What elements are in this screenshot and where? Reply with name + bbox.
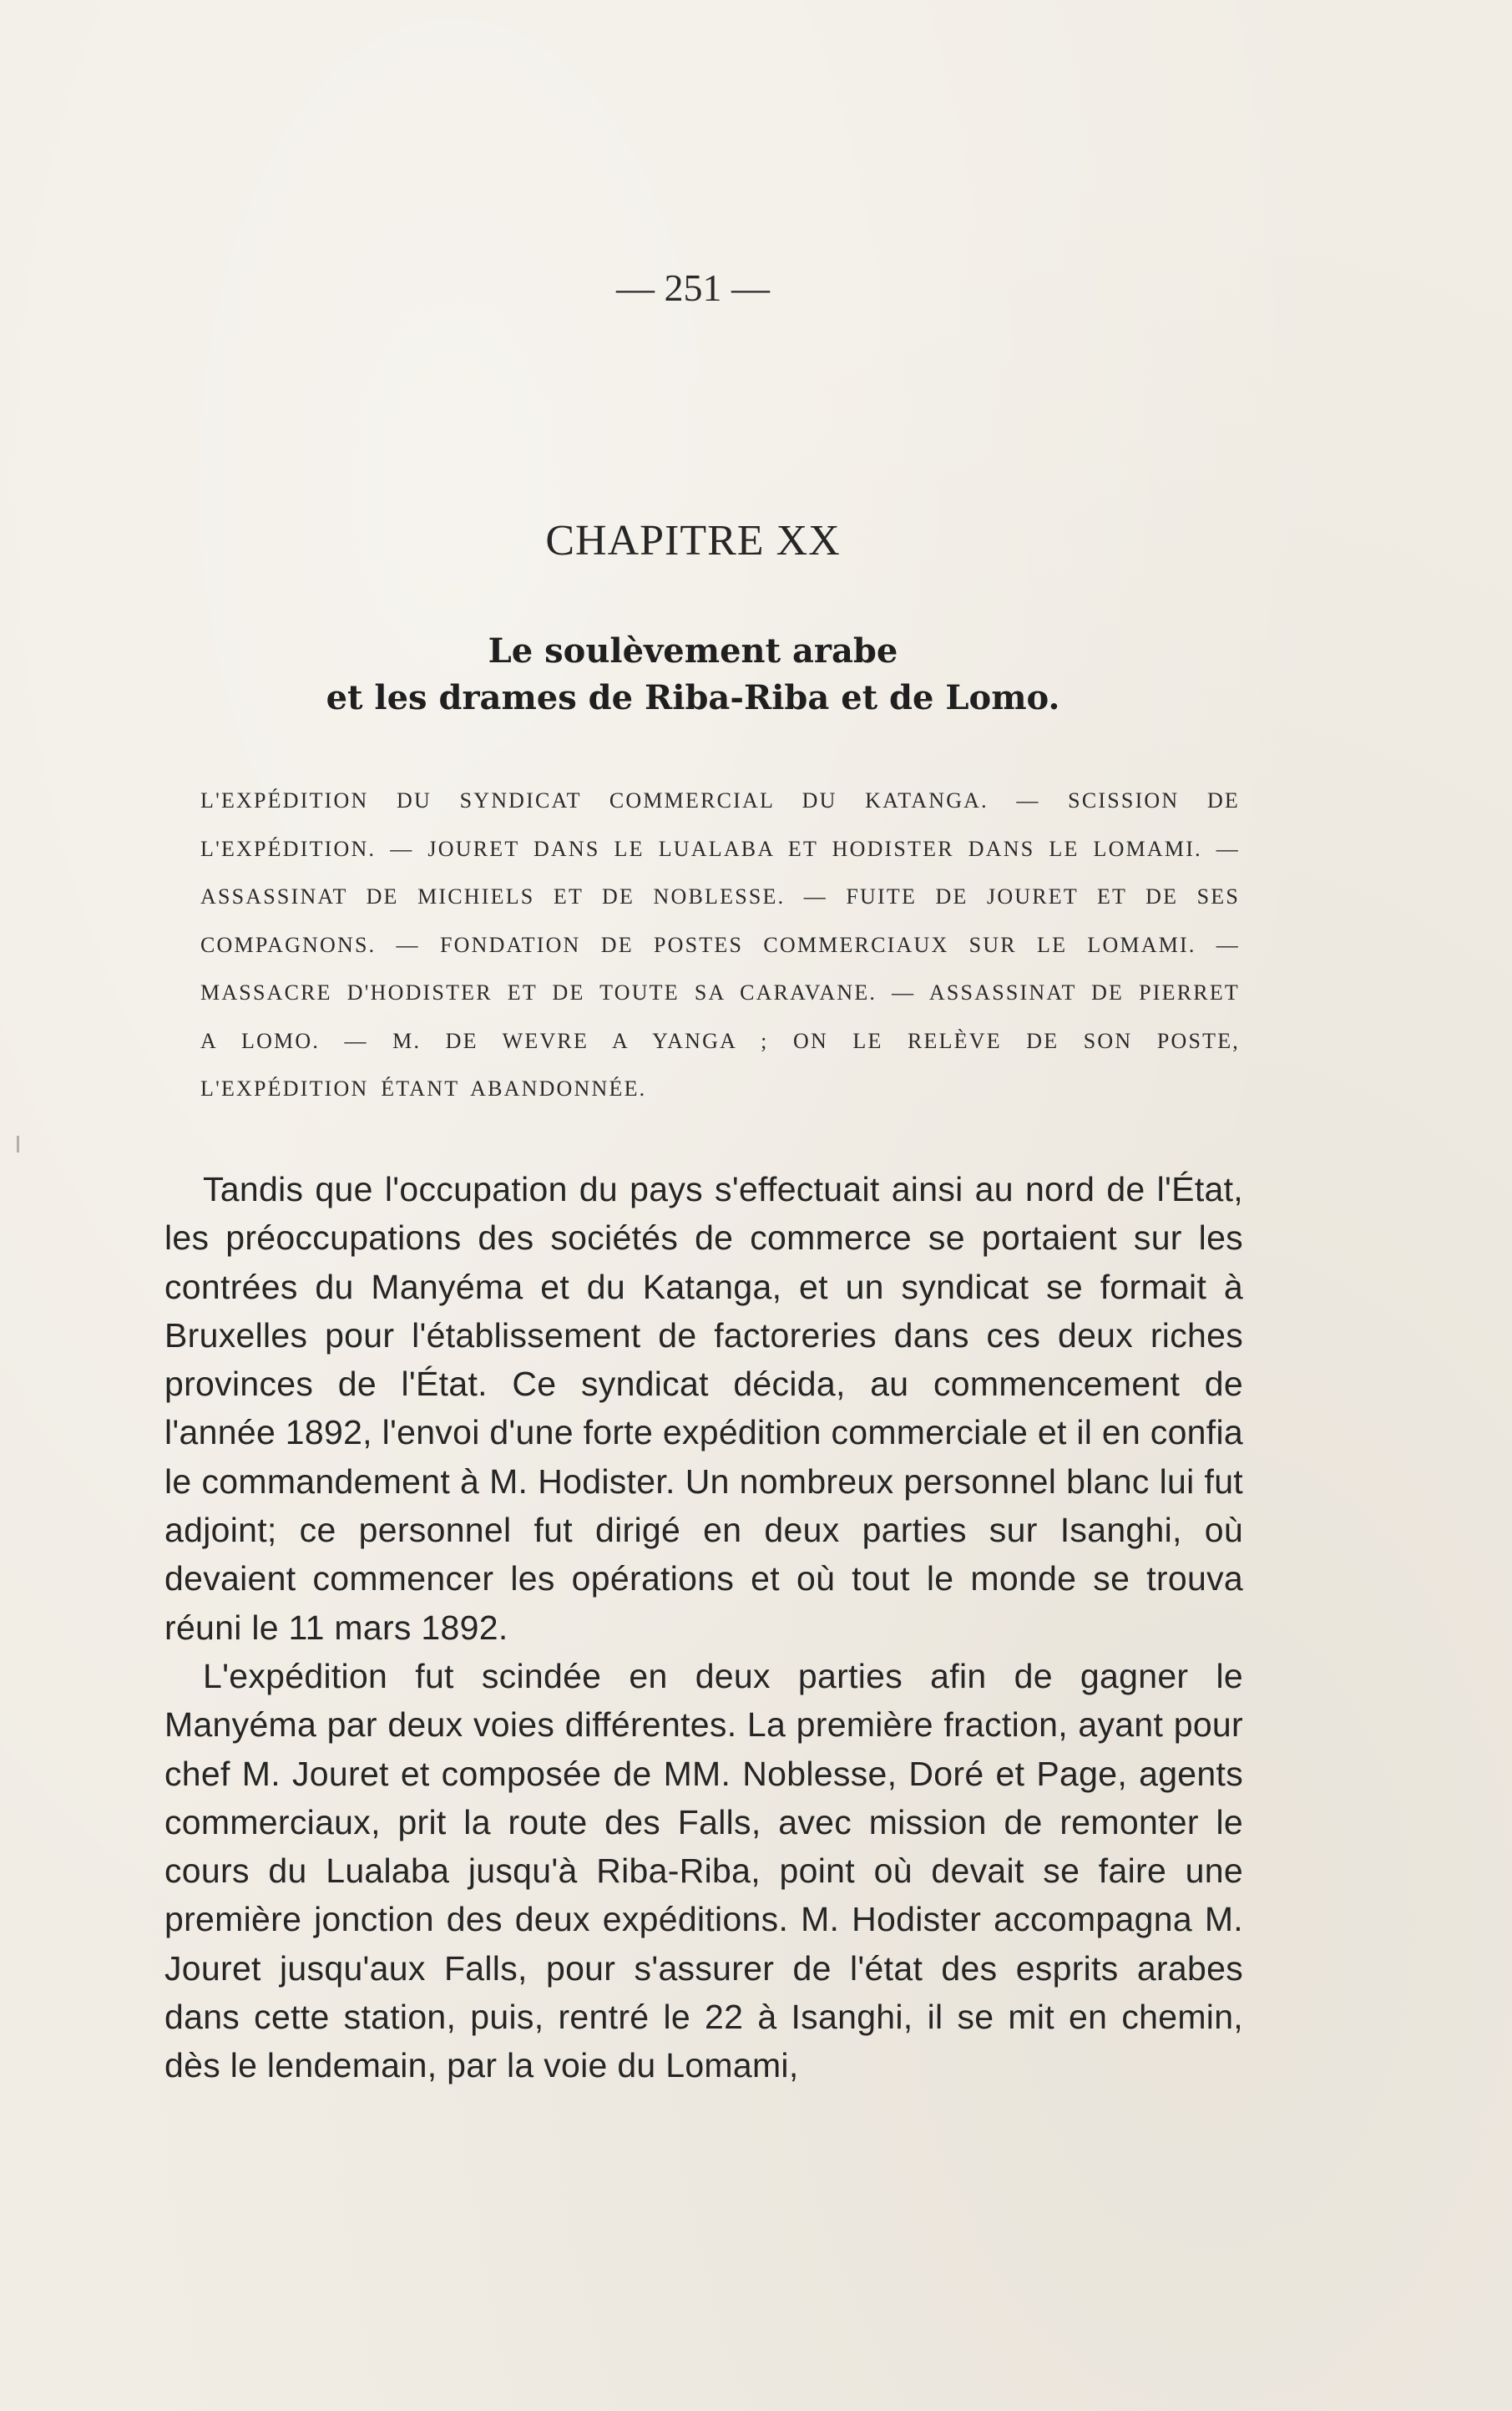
body-text: [164, 1165, 1243, 2090]
chapter-subtitle-line-2: et les drames de Riba-Riba et de Lomo.: [326, 678, 1060, 717]
chapter-summary: L'EXPÉDITION DU SYNDICAT COMMERCIAL DU KATANGA. — SCISSION DE L'EXPÉDITION. — JOURET DANS LE LUALABA ET HODISTER DANS LE LOMAMI. — ASSASSINAT DE MICHIELS ET DE NOBLESSE. — FUITE DE JOURET ET DE SES COMPAGNONS. — FONDATION DE POSTES COMMERCIAUX SUR LE LOMAMI. — MASSACRE D'HODISTER ET DE TOUTE SA CARAVANE. — ASSASSINAT DE PIERRET A LOMO. — M. DE WEVRE A YANGA ; ON LE RELÈVE DE SON POSTE, L'EXPÉDITION ÉTANT ABANDONNÉE.: [200, 788, 1240, 1101]
margin-mark: [17, 1136, 19, 1152]
page-number: — 251 —: [616, 266, 770, 309]
chapter-subtitle-line-1: Le soulèvement arabe: [488, 631, 898, 671]
paragraph: L'expédition fut scindée en deux parties afin de gagner le Manyéma par deux voies différentes. La première fraction, ayant pour chef M. Jouret et composée de MM. Noblesse, Doré et Page, agents commerciaux, prit la route des Falls, avec mission de remonter le cours du Lualaba jusqu'à Riba-Riba, point où devait se faire une première jonction des deux expéditions. M. Hodister accompagna M. Jouret jusqu'aux Falls, pour s'assurer de l'état des esprits arabes dans cette station, puis, rentré le 22 à Isanghi, il se mit en chemin, dès le lendemain, par la voie du Lomami,: [164, 1656, 1243, 2085]
chapter-subtitle: [0, 628, 1386, 722]
chapter-title: CHAPITRE XX: [545, 517, 841, 565]
paragraph: Tandis que l'occupation du pays s'effectuait ainsi au nord de l'État, les préoccupations des sociétés de commerce se portaient sur les contrées du Manyéma et du Katanga, et un syndicat se formait à Bruxelles pour l'établissement de factoreries dans ces deux riches provinces de l'État. Ce syndicat décida, au commencement de l'année 1892, l'envoi d'une forte expédition commerciale et il en confia le commandement à M. Hodister. Un nombreux personnel blanc lui fut adjoint; ce personnel fut dirigé en deux parties sur Isanghi, où devaient commencer les opérations et où tout le monde se trouva réuni le 11 mars 1892.: [164, 1170, 1243, 1647]
